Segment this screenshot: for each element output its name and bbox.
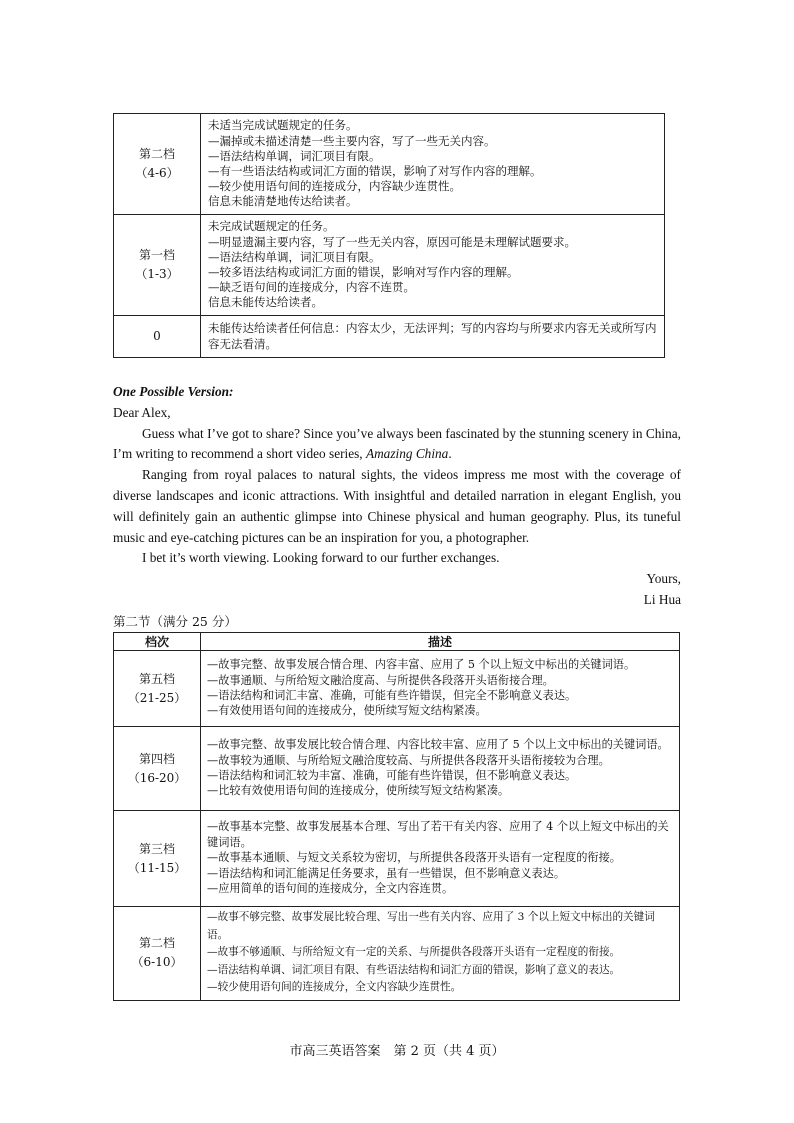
description-line: —故事完整、故事发展合情合理、内容丰富、应用了 5 个以上短文中标出的关键词语。	[207, 658, 636, 672]
essay-paragraph: Ranging from royal palaces to natural sights, the videos impress me most with the coverage of diverse landscapes and iconic attractions. With insightful and detailed narration in elegant English, you will definitely gain an authentic glimpse into Chinese physical and human geography. Plus, its tuneful music and eye-catching pictures can be an inspiration for you, a photographer.	[113, 467, 681, 545]
scoring-table-section1	[113, 113, 665, 358]
description-line: —语法结构和词汇能满足任务要求，虽有一些错误，但不影响意义表达。	[207, 866, 566, 880]
description-line: —缺乏语句间的连接成分，内容不连贯。	[208, 280, 415, 295]
description-cell	[201, 215, 665, 316]
level-name: 第三档	[138, 841, 175, 856]
level-cell	[114, 907, 201, 1001]
description-line: —较少使用语句间的连接成分，内容缺少连贯性。	[208, 179, 461, 194]
table-row	[114, 727, 680, 811]
column-header-description: 描述	[201, 633, 680, 651]
description-line: —有效使用语句间的连接成分，使所续写短文结构紧凑。	[207, 704, 487, 718]
description-line: —语法结构和词汇丰富、准确，可能有些许错误，但完全不影响意义表达。	[207, 689, 577, 702]
description-line: 未适当完成试题规定的任务。	[208, 118, 358, 133]
level-range: （1-3）	[135, 267, 179, 281]
level-name: 第二档	[138, 147, 175, 161]
level-cell	[114, 651, 201, 727]
description-line: 未完成试题规定的任务。	[208, 219, 335, 234]
level-cell	[114, 811, 201, 907]
page-footer: 市高三英语答案 第 2 页（共 4 页）	[289, 1044, 505, 1059]
table-row	[114, 651, 680, 727]
description-line: 未能传达给读者任何信息：内容太少，无法评判；写的内容均与所要求内容无关或所写内容无法看清。	[208, 321, 657, 351]
description-line: —故事不够完整、故事发展比较合理、写出一些有关内容、应用了 3 个以上短文中标出的关键词语。	[207, 911, 655, 941]
level-name: 第五档	[138, 671, 175, 686]
table-row	[114, 316, 665, 358]
description-cell	[201, 811, 680, 907]
level-cell	[114, 114, 201, 215]
description-cell	[201, 316, 665, 358]
description-line: —语法结构和词汇较为丰富、准确，可能有些许错误，但不影响意义表达。	[207, 769, 577, 782]
table-row	[114, 215, 665, 316]
description-line: —应用简单的语句间的连接成分，全文内容连贯。	[207, 882, 454, 896]
description-line: —漏掉或未描述清楚一些主要内容，写了一些无关内容。	[208, 133, 496, 148]
description-cell	[201, 907, 680, 1001]
table-header-row	[114, 633, 680, 651]
level-name: 第一档	[138, 248, 175, 262]
essay-heading: One Possible Version:	[113, 384, 234, 399]
essay-text: Guess what I’ve got to share? Since you’ve always been fascinated by the stunning scenery in China, I’m writing to recommend a short video series,	[113, 425, 681, 462]
level-name: 第四档	[138, 751, 175, 766]
description-cell	[201, 114, 665, 215]
description-line: —故事完整、故事发展比较合情合理、内容比较丰富、应用了 5 个以上文中标出的关键词语。	[207, 738, 669, 752]
table-row	[114, 907, 680, 1001]
level-range: （16-20）	[127, 770, 187, 785]
description-line: —故事基本完整、故事发展基本合理、写出了若干有关内容、应用了 4 个以上短文中标出的关键词语。	[207, 820, 669, 849]
description-line: —故事基本通顺、与短文关系较为密切，与所提供各段落开头语有一定程度的衔接。	[207, 851, 621, 865]
description-line: —有一些语法结构或词汇方面的错误，影响了对写作内容的理解。	[208, 164, 542, 178]
level-range: （11-15）	[127, 860, 187, 875]
description-cell	[201, 651, 680, 727]
level-cell	[114, 727, 201, 811]
table-row	[114, 811, 680, 907]
description-line: —语法结构单调、词汇项目有限、有些语法结构和词汇方面的错误，影响了意义的表达。	[207, 963, 621, 976]
video-series-title: Amazing China	[365, 446, 449, 462]
level-range: （21-25）	[127, 690, 187, 705]
column-header-level: 档次	[114, 633, 201, 651]
level-range: （6-10）	[131, 955, 183, 970]
description-line: —语法结构单调，词汇项目有限。	[208, 148, 381, 163]
description-line: —故事通顺、与所给短文融洽度高、与所提供各段落开头语衔接合理。	[207, 673, 554, 687]
description-line: —比较有效使用语句间的连接成分，使所续写短文结构紧凑。	[207, 784, 510, 798]
essay-paragraph	[113, 424, 681, 466]
essay-greeting: Dear Alex,	[113, 404, 171, 420]
essay-text: .	[448, 446, 452, 462]
essay-paragraph: I bet it’s worth viewing. Looking forward to our further exchanges.	[142, 550, 500, 566]
sample-essay	[113, 382, 681, 611]
level-cell	[114, 215, 201, 316]
description-line: —较少使用语句间的连接成分，全文内容缺少连贯性。	[207, 981, 462, 994]
description-line: —明显遗漏主要内容，写了一些无关内容，原因可能是未理解试题要求。	[208, 234, 576, 249]
description-line: —较多语法结构或词汇方面的错误，影响对写作内容的理解。	[208, 265, 519, 279]
table-row	[114, 114, 665, 215]
description-line: —语法结构单调，词汇项目有限。	[208, 249, 381, 264]
description-cell	[201, 727, 680, 811]
essay-signature: Li Hua	[643, 591, 681, 607]
description-line: —故事不够通顺、与所给短文有一定的关系、与所提供各段落开头语有一定程度的衔接。	[207, 946, 621, 959]
level-cell	[114, 316, 201, 358]
description-line: 信息未能传达给读者。	[208, 295, 323, 310]
level-range: （4-6）	[135, 166, 179, 180]
essay-closing: Yours,	[646, 571, 681, 587]
scoring-table-section2	[113, 632, 680, 1001]
description-line: —故事较为通顺、与所给短文融洽度较高、与所提供各段落开头语衔接较为合理。	[207, 753, 610, 767]
level-name: 0	[153, 329, 161, 343]
level-name: 第二档	[138, 936, 175, 951]
description-line: 信息未能清楚地传达给读者。	[208, 194, 358, 209]
section-title: 第二节（满分 25 分）	[113, 614, 237, 629]
